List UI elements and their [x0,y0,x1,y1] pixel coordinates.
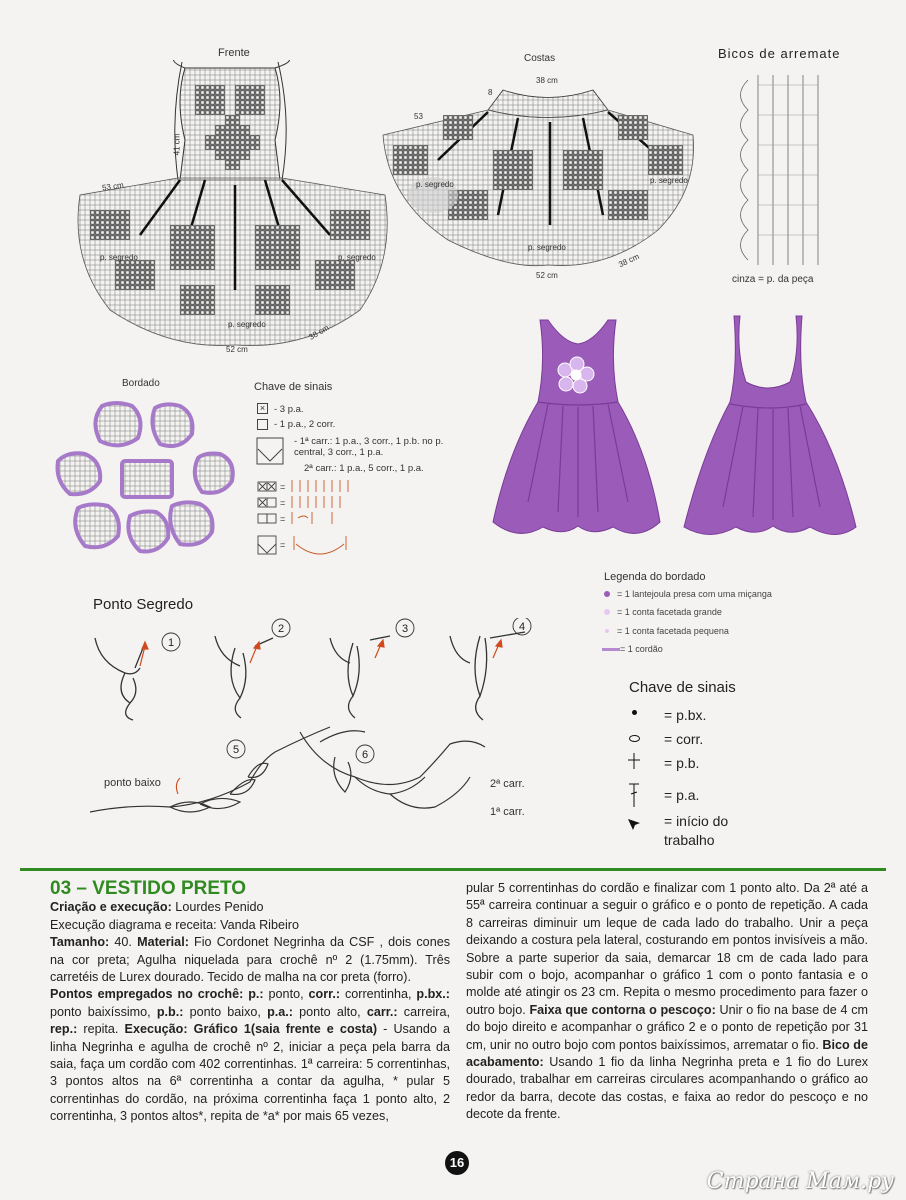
step-3-num: 3 [401,623,409,635]
chave-small-title: Chave de sinais [254,381,333,393]
legenda-r2: = 1 conta facetada grande [617,607,722,617]
costas-segredo-bottom: p. segredo [528,243,566,252]
bicos-label: Bicos de arremate [718,46,841,61]
carr-1-label: 1ª carr. [490,806,525,818]
frente-label: Frente [218,47,250,59]
legenda-dot-1 [604,591,610,597]
chave-small-icon-empty [257,419,268,430]
section-rule [20,868,886,871]
legenda-line-4 [602,648,620,651]
page-number: 16 [445,1151,469,1175]
chave-small-r2: - 1 p.a., 2 corr. [274,419,336,430]
frente-measure-41: 41 cm [172,133,182,156]
costas-measure-38-top: 38 cm [536,76,558,85]
pa-symbol [627,782,641,808]
chave-big-r5: = início do trabalho [664,813,729,848]
legenda-r3: = 1 conta facetada pequena [617,626,729,636]
chave-small-r3: - 1ª carr.: 1 p.a., 3 corr., 1 p.b. no p. central, 3 corr., 1 p.a. [294,436,444,458]
chave-small-symbols [256,478,366,568]
frente-measure-53: 53 cm [101,180,125,193]
chave-big-r2: = corr. [664,731,704,747]
chave-big-r4: = p.a. [664,787,700,803]
legenda-r1: = 1 lantejoula presa com uma miçanga [617,589,772,599]
chave-big-title: Chave de sinais [629,679,736,696]
dress-back-illustration [678,312,868,542]
costas-measure-38: 38 cm [617,251,641,270]
costas-segredo-right: p. segredo [650,176,688,185]
inicio-symbol [627,817,641,831]
legenda-title: Legenda do bordado [604,571,706,583]
col2-paragraph: pular 5 correntinhas do cordão e finalizar com 1 ponto alto. Da 2ª até a 55ª carreira continuar a seguir o gráfico e o ponto de repetição. A cada 8 carreiras diminuir um leque de cada lado do trabalho. Unir a peça deixando a costura pela lateral, costurando em pontos invisíveis a mão. Sobre a parte superior da saia, demarcar 18 cm de cada lado para subir com o bojo, acompanhar o gráfico 1 com o ponto fantasia e o molde até atingir os 23 cm. Repita o mesmo procedimento para fazer o outro bojo. Faixa que contorna o pescoço: Unir o fio na base de 4 cm do bojo direito e acompanhar o gráfico 2 e o ponto de repetição por 31 cm, unir no outro bojo com pontos baixíssimos, arrematar o fio. Bico de acabamento: Usando 1 fio da linha Negrinha preta e 1 fio do Lurex dourado, trabalhar em carreiras circulares acompanhando o gráfico ao redor da barra, decote das costas, e faixa ao redor do pescoço e no decote da frente. [466,881,868,1122]
svg-text:=: = [280,540,286,550]
svg-text:=: = [280,482,286,492]
bordado-chart [50,396,245,561]
chave-big-r1: = p.bx. [664,707,707,723]
corr-symbol [629,735,640,742]
step-2-num: 2 [277,623,285,635]
costas-label: Costas [524,53,556,64]
frente-segredo-bottom: p. segredo [228,320,266,329]
stitches-paragraph: Pontos empregados no crochê: p.: ponto, corr.: correntinha, p.bx.: ponto baixíssimo, p.b.: ponto baixo, p.a.: ponto alto, carr.: carreira, rep.: repita. Execução: Gráfico 1(saia frente e costa) - Usando a linha Negrinha e agulha de crochê nº 2, iniciar a peça pela barra da saia, faça um cordão com 402 correntinhas. 1ª carreira: 5 correntinhas, 3 pontos altos na 6ª correntinha a contar da agulha, * pular 5 correntinhas do cordão, na próxima correntinha faça 1 ponto alto, 2 correntinha, 3 pontos altos*, repita de *a* por mais 65 vezes, [50,987,450,1124]
chave-small-r1: - 3 p.a. [274,404,304,415]
step-5-num: 5 [232,744,240,756]
cinza-note: cinza = p. da peça [732,274,814,285]
bordado-label: Bordado [122,378,160,389]
legenda-dot-2 [604,609,610,615]
frente-measure-38: 38 cm [307,323,331,342]
ponto-segredo-title: Ponto Segredo [93,596,194,613]
step-1-num: 1 [167,637,175,649]
ponto-baixo-label: ponto baixo [104,777,161,789]
ponto-segredo-steps-1-4 [85,618,555,728]
pb-symbol [627,752,641,770]
svg-text:=: = [280,514,286,524]
bicos-chart [728,70,828,270]
watermark: Страна Мам.ру [706,1169,894,1194]
credit-line: Criação e execução: Lourdes Penido [50,900,264,915]
costas-measure-53: 53 [414,112,423,121]
article-col-2 [466,880,868,1124]
frente-segredo-right: p. segredo [338,253,376,262]
costas-segredo-left: p. segredo [416,180,454,189]
frente-chart [70,60,400,360]
costas-measure-52: 52 cm [536,271,558,280]
step-4-num: 4 [518,621,526,633]
legenda-r4: = 1 cordão [620,644,663,654]
chave-small-icon-x: × [257,403,268,414]
legenda-dot-3 [605,629,609,633]
costas-measure-8: 8 [488,88,493,97]
dress-front-illustration [488,312,668,542]
article-col-1 [50,880,450,1126]
chave-small-icon-v [256,437,284,465]
chave-small-r3b: 2ª carr.: 1 p.a., 5 corr., 1 p.a. [304,463,424,474]
size-material: Tamanho: 40. Material: Fio Cordonet Negrinha da CSF , dois cones na cor preta; Agulha niquelada para crochê nº 2 (1.75mm). Três carretéis de Lurex dourado. Tecido de malha na cor preta (forro). [50,935,450,985]
svg-text:=: = [280,498,286,508]
pbx-symbol [632,710,637,715]
step-6-num: 6 [361,749,369,761]
frente-segredo-left: p. segredo [100,253,138,262]
diagram-credit: Execução diagrama e receita: Vanda Ribeiro [50,917,299,932]
chave-big-r3: = p.b. [664,755,700,771]
frente-measure-52: 52 cm [226,345,248,354]
article-title: 03 – VESTIDO PRETO [50,878,247,899]
carr-2-label: 2ª carr. [490,778,525,790]
